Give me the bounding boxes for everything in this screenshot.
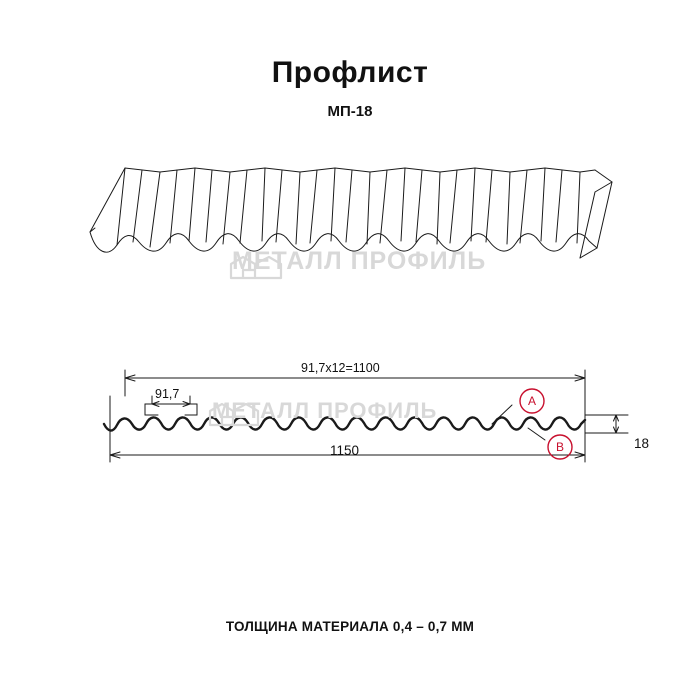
- callout-label-a: A: [528, 394, 537, 408]
- dimension-pitch-total: 91,7x12=1100: [301, 361, 380, 375]
- product-model: МП-18: [327, 103, 373, 120]
- watermark-text-bottom: МЕТАЛЛ ПРОФИЛЬ: [212, 398, 438, 423]
- callout-label-b: B: [556, 440, 565, 454]
- material-thickness-note: ТОЛЩИНА МАТЕРИАЛА 0,4 – 0,7 ММ: [225, 619, 475, 634]
- dimension-pitch-single: 91,7: [155, 387, 180, 401]
- watermark-text-top: МЕТАЛЛ ПРОФИЛЬ: [232, 247, 487, 275]
- dimension-overall-width: 1150: [330, 443, 360, 458]
- page-title: Профлист: [271, 56, 429, 89]
- dimension-height: 18: [634, 436, 650, 451]
